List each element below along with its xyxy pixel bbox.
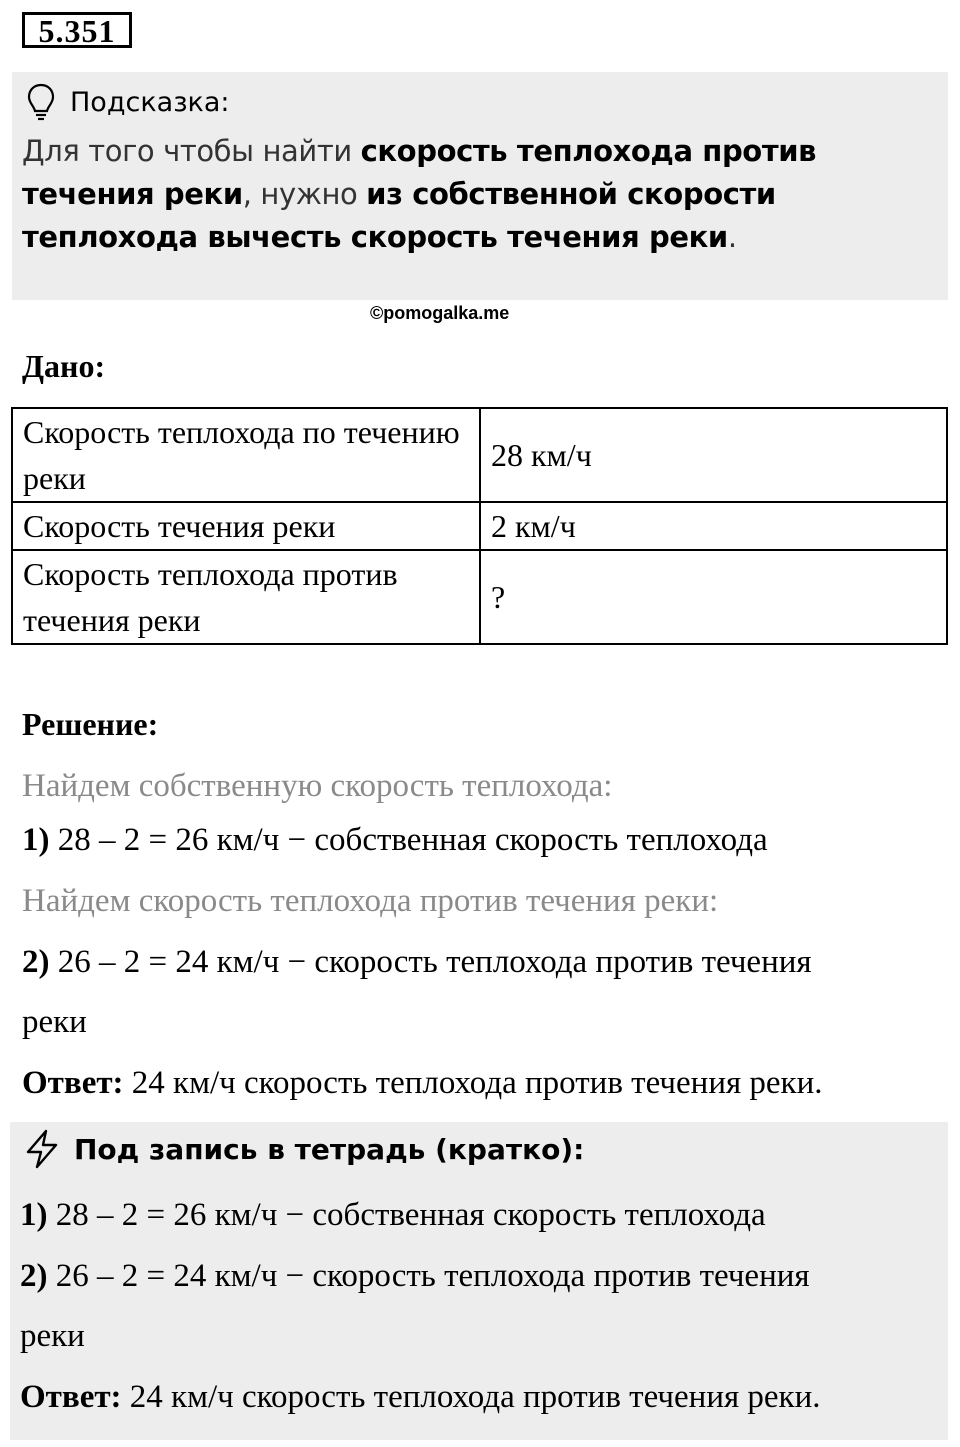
copyright: ©pomogalka.me <box>370 303 510 323</box>
step1: 1) 28 – 2 = 26 км/ч − собственная скорость теплохода <box>22 822 768 858</box>
step2: 2) 26 – 2 = 24 км/ч − скорость теплохода против течения <box>22 944 812 980</box>
answer: Ответ: 24 км/ч скорость теплохода против течения реки. <box>22 1065 823 1101</box>
hint-title: Подсказка: <box>70 87 230 118</box>
notebook-answer: Ответ: 24 км/ч скорость теплохода против течения реки. <box>20 1379 821 1415</box>
given-value: 28 км/ч <box>480 408 947 502</box>
given-label: Скорость теплохода против течения реки <box>12 550 480 644</box>
given-table <box>11 407 948 645</box>
table-row <box>12 502 947 550</box>
problem-number: 5.351 <box>22 12 132 48</box>
given-label: Скорость теплохода по течению реки <box>12 408 480 502</box>
lightbulb-icon <box>26 82 56 122</box>
table-row <box>12 408 947 502</box>
given-label: Скорость течения реки <box>12 502 480 550</box>
hint-text: Для того чтобы найти скорость теплохода против течения реки, нужно из собственной скорости теплохода вычесть скорость течения реки. <box>22 134 817 254</box>
step2-intro: Найдем скорость теплохода против течения реки: <box>22 883 719 919</box>
notebook-step1: 1) 28 – 2 = 26 км/ч − собственная скорость теплохода <box>20 1197 766 1233</box>
given-heading: Дано: <box>22 348 106 384</box>
given-value: 2 км/ч <box>480 502 947 550</box>
notebook-title: Под запись в тетрадь (кратко): <box>74 1133 585 1166</box>
solution-heading: Решение: <box>22 706 159 742</box>
given-value: ? <box>480 550 947 644</box>
lightning-icon <box>22 1128 62 1170</box>
notebook-step2-continuation: реки <box>20 1318 85 1354</box>
step2-continuation: реки <box>22 1004 87 1040</box>
table-row <box>12 550 947 644</box>
step1-intro: Найдем собственную скорость теплохода: <box>22 768 613 804</box>
notebook-step2: 2) 26 – 2 = 24 км/ч − скорость теплохода против течения <box>20 1258 810 1294</box>
